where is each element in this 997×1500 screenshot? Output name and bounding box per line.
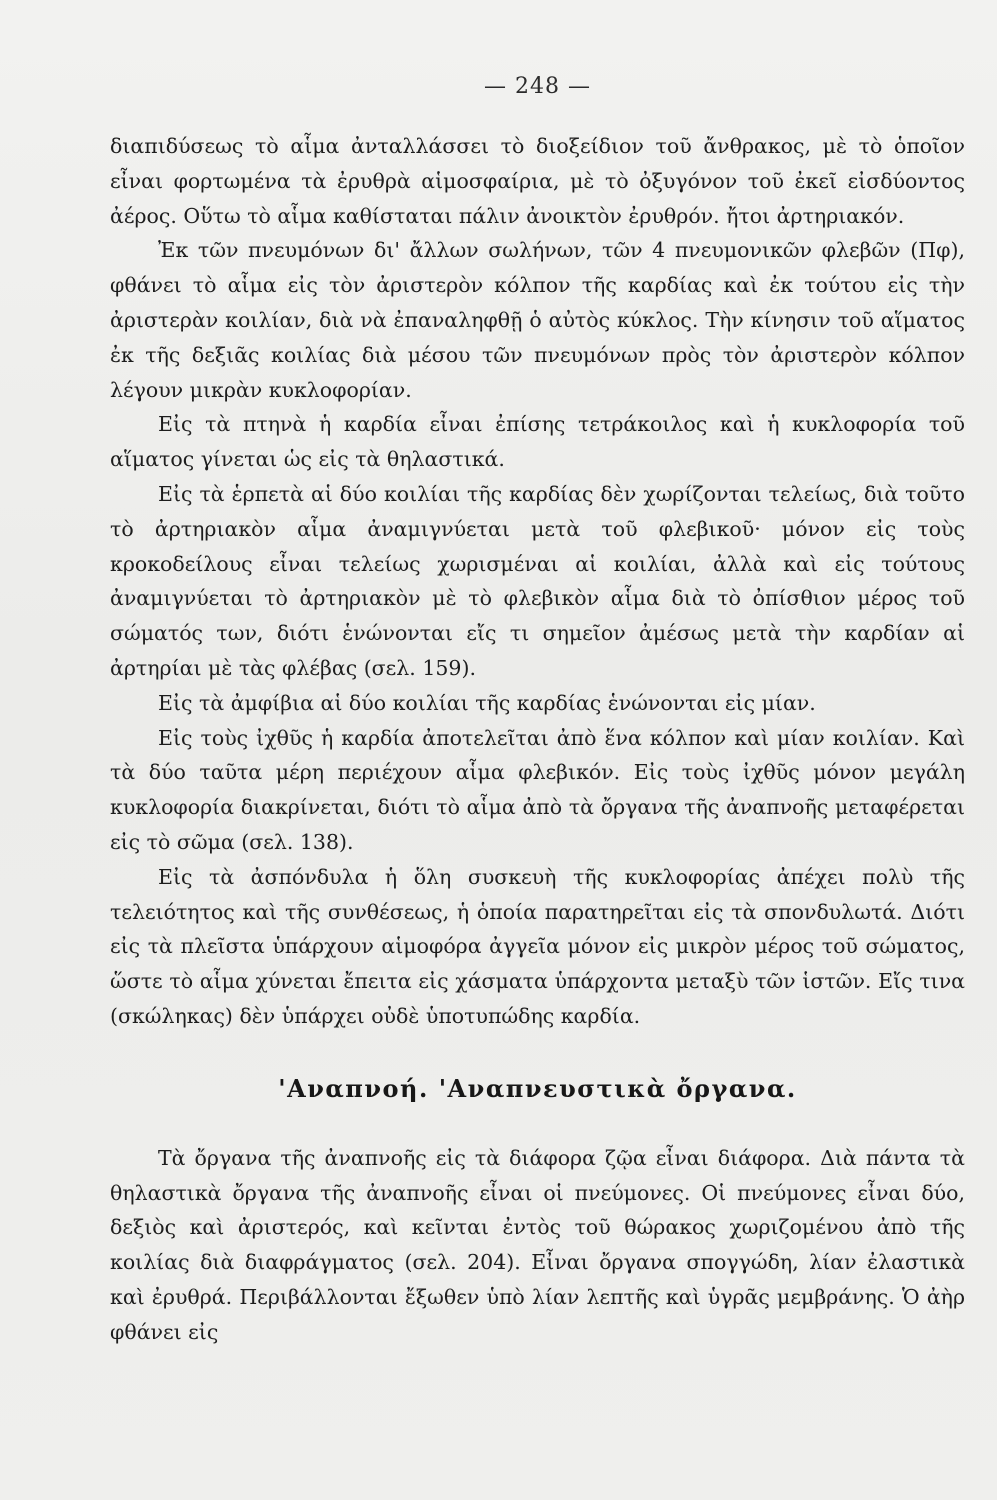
- paragraph-fish: Εἰς τοὺς ἰχθῦς ἡ καρδία ἀποτελεῖται ἀπὸ ἕνα κόλπον καὶ μίαν κοιλίαν. Καὶ τὰ δύο ταῦτα μέρη περιέχουν αἷμα φλεβικόν. Εἰς τοὺς ἰχθῦς μόνον μεγάλη κυκλοφορία διακρίνεται, διότι τὸ αἷμα ἀπὸ τὰ ὄργανα τῆς ἀναπνοῆς μεταφέρεται εἰς τὸ σῶμα (σελ. 138).: [110, 725, 965, 854]
- paragraph-respiratory-organs: Τὰ ὄργανα τῆς ἀναπνοῆς εἰς τὰ διάφορα ζῷα εἶναι διάφορα. Διὰ πάντα τὰ θηλαστικὰ ὄργανα τῆς ἀναπνοῆς εἶναι οἱ πνεύμονες. Οἱ πνεύμονες εἶναι δύο, δεξιὸς καὶ ἀριστερός, καὶ κεῖνται ἐντὸς τοῦ θώρακος χωριζομένου ἀπὸ τῆς κοιλίας διὰ διαφράγματος (σελ. 204). Εἶναι ὄργανα σπογγώδη, λίαν ἐλαστικὰ καὶ ἐρυθρά. Περιβάλλονται ἔξωθεν ὑπὸ λίαν λεπτῆς καὶ ὑγρᾶς μεμβράνης. Ὁ ἀὴρ φθάνει εἰς: [110, 1145, 965, 1344]
- paragraph-invertebrates: Εἰς τὰ ἀσπόνδυλα ἡ ὅλη συσκευὴ τῆς κυκλοφορίας ἀπέχει πολὺ τῆς τελειότητος καὶ τῆς συνθέσεως, ἡ ὁποία παρατηρεῖται εἰς τὰ σπονδυλωτά. Διότι εἰς τὰ πλεῖστα ὑπάρχουν αἱμοφόρα ἀγγεῖα μόνον εἰς μικρὸν μέρος τοῦ σώματος, ὥστε τὸ αἷμα χύνεται ἔπειτα εἰς χάσματα ὑπάρχοντα μεταξὺ τῶν ἱστῶν. Εἴς τινα (σκώληκας) δὲν ὑπάρχει οὐδὲ ὑποτυπώδης καρδία.: [110, 864, 965, 1028]
- paragraph-birds: Εἰς τὰ πτηνὰ ἡ καρδία εἶναι ἐπίσης τετράκοιλος καὶ ἡ κυκλοφορία τοῦ αἵματος γίνεται ὡς εἰς τὰ θηλαστικά.: [110, 412, 965, 472]
- paragraph-pulmonary-veins: Ἐκ τῶν πνευμόνων δι' ἄλλων σωλήνων, τῶν 4 πνευμονικῶν φλεβῶν (Πφ), φθάνει τὸ αἷμα εἰς τὸν ἀριστερὸν κόλπον τῆς καρδίας καὶ ἐκ τούτου εἰς τὴν ἀριστερὰν κοιλίαν, διὰ νὰ ἐπαναληφθῇ ὁ αὐτὸς κύκλος. Τὴν κίνησιν τοῦ αἵματος ἐκ τῆς δεξιᾶς κοιλίας διὰ μέσου τῶν πνευμόνων πρὸς τὸν ἀριστερὸν κόλπον λέγουν μικρὰν κυκλοφορίαν.: [110, 238, 965, 402]
- paragraph-continuation: διαπιδύσεως τὸ αἷμα ἀνταλλάσσει τὸ διοξείδιον τοῦ ἄνθρακος, μὲ τὸ ὁποῖον εἶναι φορτωμένα τὰ ἐρυθρὰ αἱμοσφαίρια, μὲ τὸ ὀξυγόνον τοῦ ἐκεῖ εἰσδύοντος ἀέρος. Οὕτω τὸ αἷμα καθίσταται πάλιν ἀνοικτὸν ἐρυθρόν. ἤτοι ἀρτηριακόν.: [110, 134, 965, 228]
- paragraph-amphibians: Εἰς τὰ ἀμφίβια αἱ δύο κοιλίαι τῆς καρδίας ἑνώνονται εἰς μίαν.: [158, 690, 816, 715]
- document-page: [110, 74, 965, 1350]
- section-body-text: [110, 1141, 965, 1350]
- body-text: [110, 129, 965, 1034]
- section-heading: 'Αναπνοή. 'Αναπνευστικὰ ὄργανα.: [278, 1073, 797, 1103]
- page-number: — 248 —: [484, 74, 591, 99]
- paragraph-reptiles: Εἰς τὰ ἑρπετὰ αἱ δύο κοιλίαι τῆς καρδίας δὲν χωρίζονται τελείως, διὰ τοῦτο τὸ ἀρτηριακὸν αἷμα ἀναμιγνύεται μετὰ τοῦ φλεβικοῦ· μόνον εἰς τοὺς κροκοδείλους εἶναι τελείως χωρισμέναι αἱ κοιλίαι, ἀλλὰ καὶ εἰς τούτους ἀναμιγνύεται τὸ ἀρτηριακὸν μὲ τὸ φλεβικὸν αἷμα διὰ τὸ ὀπίσθιον μέρος τοῦ σώματός των, διότι ἑνώνονται εἴς τι σημεῖον ἀμέσως μετὰ τὴν καρδίαν αἱ ἀρτηρίαι μὲ τὰς φλέβας (σελ. 159).: [110, 481, 965, 680]
